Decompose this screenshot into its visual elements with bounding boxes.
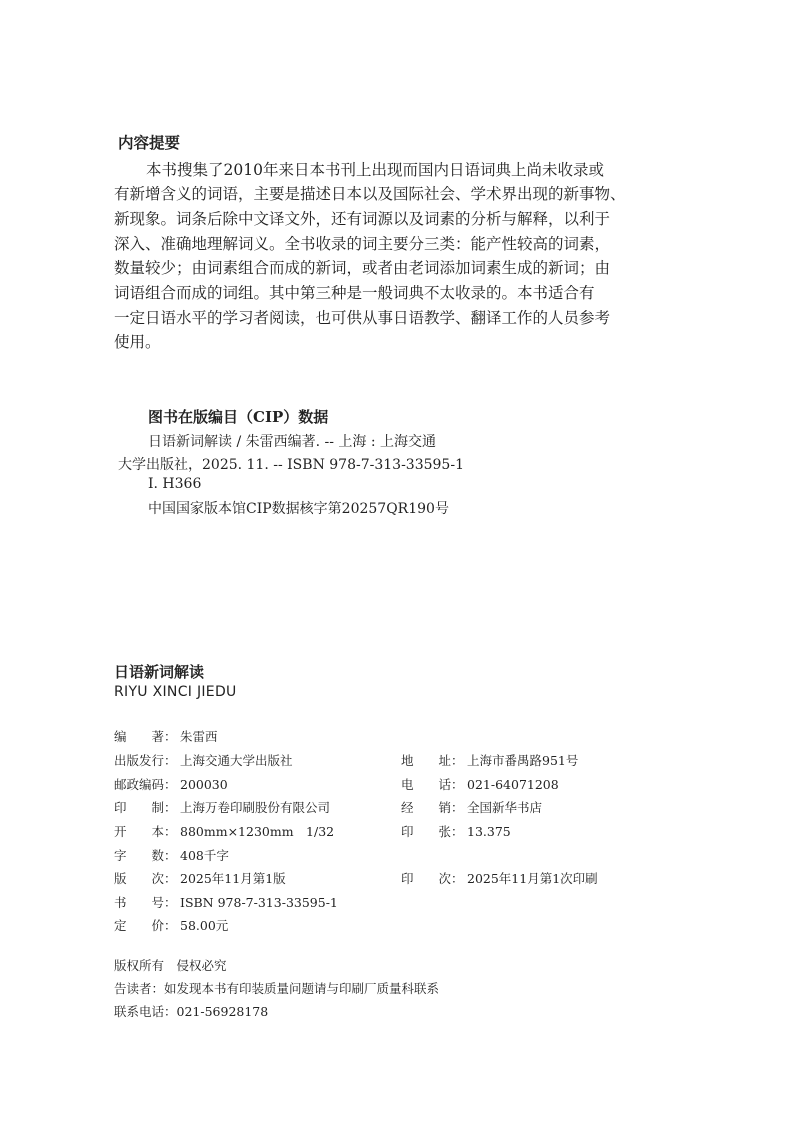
info-label: 出版发行： (114, 753, 177, 768)
info-phone (401, 775, 559, 793)
info-price (114, 916, 228, 934)
info-label: 编 著： (114, 729, 177, 744)
contact-phone: 联系电话：021-56928178 (114, 1004, 269, 1019)
info-postcode (114, 775, 228, 793)
info-value: 朱雷西 (180, 729, 218, 744)
summary-line: 一定日语水平的学习者阅读，也可供从事日语教学、翻译工作的人员参考 (114, 309, 611, 327)
info-value: 021-64071208 (467, 777, 559, 792)
summary-title: 内容提要 (118, 133, 181, 152)
book-title: 日语新词解读 (114, 663, 205, 681)
info-edition (114, 869, 286, 887)
info-value: ISBN 978-7-313-33595-1 (180, 895, 338, 910)
info-printer (114, 798, 330, 816)
info-label: 印 次： (401, 871, 464, 886)
cip-line: 中国国家版本馆CIP数据核字第20257QR190号 (148, 501, 449, 517)
info-label: 书 号： (114, 895, 177, 910)
info-label: 印 制： (114, 800, 177, 815)
cip-line: 日语新词解读 / 朱雷西编著. -- 上海 : 上海交通 (148, 434, 437, 450)
info-value: 2025年11月第1次印刷 (467, 871, 598, 886)
info-distributor (401, 798, 542, 816)
book-pinyin: RIYU XINCI JIEDU (114, 684, 237, 700)
reader-notice: 告读者：如发现本书有印装质量问题请与印刷厂质量科联系 (114, 981, 440, 996)
cip-line: 大学出版社，2025. 11. -- ISBN 978-7-313-33595-1 (118, 457, 464, 473)
info-value: 880mm×1230mm 1/32 (180, 824, 335, 839)
info-label: 开 本： (114, 824, 177, 839)
info-publisher (114, 751, 293, 769)
summary-line: 深入、准确地理解词义。全书收录的词主要分三类：能产性较高的词素， (114, 235, 611, 253)
summary-line: 新现象。词条后除中文译文外，还有词源以及词素的分析与解释，以利于 (114, 210, 611, 228)
summary-line: 词语组合而成的词组。其中第三种是一般词典不太收录的。本书适合有 (114, 284, 595, 302)
summary-line: 有新增含义的词语，主要是描述日本以及国际社会、学术界出现的新事物、 (114, 185, 626, 203)
info-value: 全国新华书店 (467, 800, 543, 815)
summary-line: 使用。 (114, 333, 161, 351)
info-label: 印 张： (401, 824, 464, 839)
info-words (114, 846, 229, 864)
info-isbn (114, 893, 338, 911)
info-value: 408千字 (180, 848, 229, 863)
info-value: 上海市番禺路951号 (467, 753, 579, 768)
info-value: 上海万卷印刷股份有限公司 (180, 800, 331, 815)
cip-title: 图书在版编目（CIP）数据 (148, 408, 329, 426)
info-printing (401, 869, 598, 887)
info-label: 定 价： (114, 918, 177, 933)
info-value: 200030 (180, 777, 228, 792)
info-sheets (401, 822, 511, 840)
info-label: 字 数： (114, 848, 177, 863)
info-label: 地 址： (401, 753, 464, 768)
info-format (114, 822, 334, 840)
info-address (401, 751, 578, 769)
info-value: 上海交通大学出版社 (180, 753, 293, 768)
summary-line: 数量较少；由词素组合而成的新词，或者由老词添加词素生成的新词；由 (114, 259, 611, 277)
info-label: 电 话： (401, 777, 464, 792)
info-value: 58.00元 (180, 918, 229, 933)
info-label: 版 次： (114, 871, 177, 886)
info-value: 2025年11月第1版 (180, 871, 286, 886)
info-author (114, 727, 218, 745)
rights-notice: 版权所有 侵权必究 (114, 958, 227, 973)
info-label: 邮政编码： (114, 777, 177, 792)
info-value: 13.375 (467, 824, 511, 839)
cip-line: Ⅰ. H366 (148, 476, 202, 492)
info-label: 经 销： (401, 800, 464, 815)
summary-line: 本书搜集了2010年来日本书刊上出现而国内日语词典上尚未收录或 (146, 161, 604, 179)
